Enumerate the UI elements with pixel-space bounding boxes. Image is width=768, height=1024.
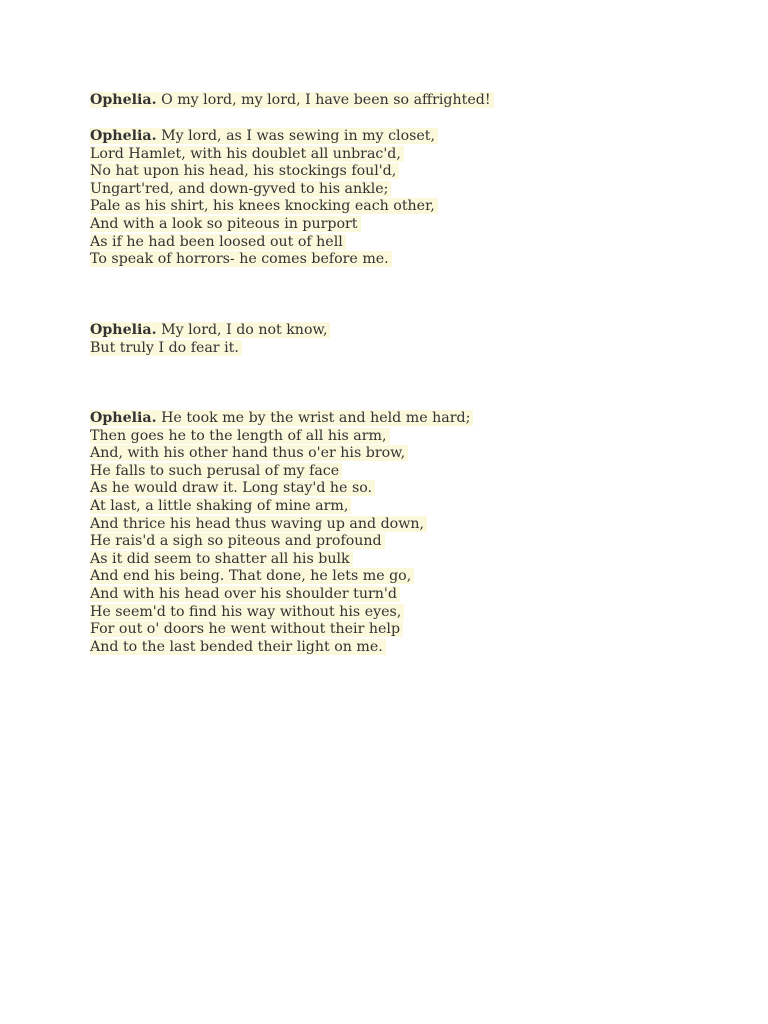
speech-line: He rais'd a sigh so piteous and profound [90, 533, 473, 551]
speech-line: No hat upon his head, his stockings foul'd, [90, 163, 438, 181]
speech-line: And end his being. That done, he lets me go, [90, 568, 473, 586]
speech-line: For out o' doors he went without their help [90, 621, 473, 639]
speech-line: And to the last bended their light on me. [90, 639, 473, 657]
speech-line: Ungart'red, and down-gyved to his ankle; [90, 181, 438, 199]
speech-line: And, with his other hand thus o'er his brow, [90, 445, 473, 463]
speaker-name: Ophelia. [90, 410, 157, 426]
speech-line: Lord Hamlet, with his doublet all unbrac'd, [90, 146, 438, 164]
speech-line: And with his head over his shoulder turn'd [90, 586, 473, 604]
speech-line: But truly I do fear it. [90, 340, 330, 358]
speech-3 [90, 322, 330, 357]
speech-2 [90, 128, 438, 269]
speaker-name: Ophelia. [90, 92, 157, 108]
speech-line: As he would draw it. Long stay'd he so. [90, 480, 473, 498]
speaker-name: Ophelia. [90, 322, 157, 338]
speech-line: As if he had been loosed out of hell [90, 234, 438, 252]
speech-1 [90, 92, 494, 110]
speaker-name: Ophelia. [90, 128, 157, 144]
speech-line: Ophelia. O my lord, my lord, I have been so affrighted! [90, 92, 494, 110]
speech-line: Then goes he to the length of all his arm, [90, 428, 473, 446]
speech-line: At last, a little shaking of mine arm, [90, 498, 473, 516]
speech-line: As it did seem to shatter all his bulk [90, 551, 473, 569]
speech-line: To speak of horrors- he comes before me. [90, 251, 438, 269]
speech-line: Ophelia. My lord, I do not know, [90, 322, 330, 340]
speech-line: Pale as his shirt, his knees knocking each other, [90, 198, 438, 216]
speech-line: Ophelia. My lord, as I was sewing in my closet, [90, 128, 438, 146]
speech-line: He seem'd to find his way without his eyes, [90, 604, 473, 622]
speech-line: And with a look so piteous in purport [90, 216, 438, 234]
speech-4 [90, 410, 473, 656]
speech-line: And thrice his head thus waving up and down, [90, 516, 473, 534]
speech-line: Ophelia. He took me by the wrist and held me hard; [90, 410, 473, 428]
speech-line: He falls to such perusal of my face [90, 463, 473, 481]
